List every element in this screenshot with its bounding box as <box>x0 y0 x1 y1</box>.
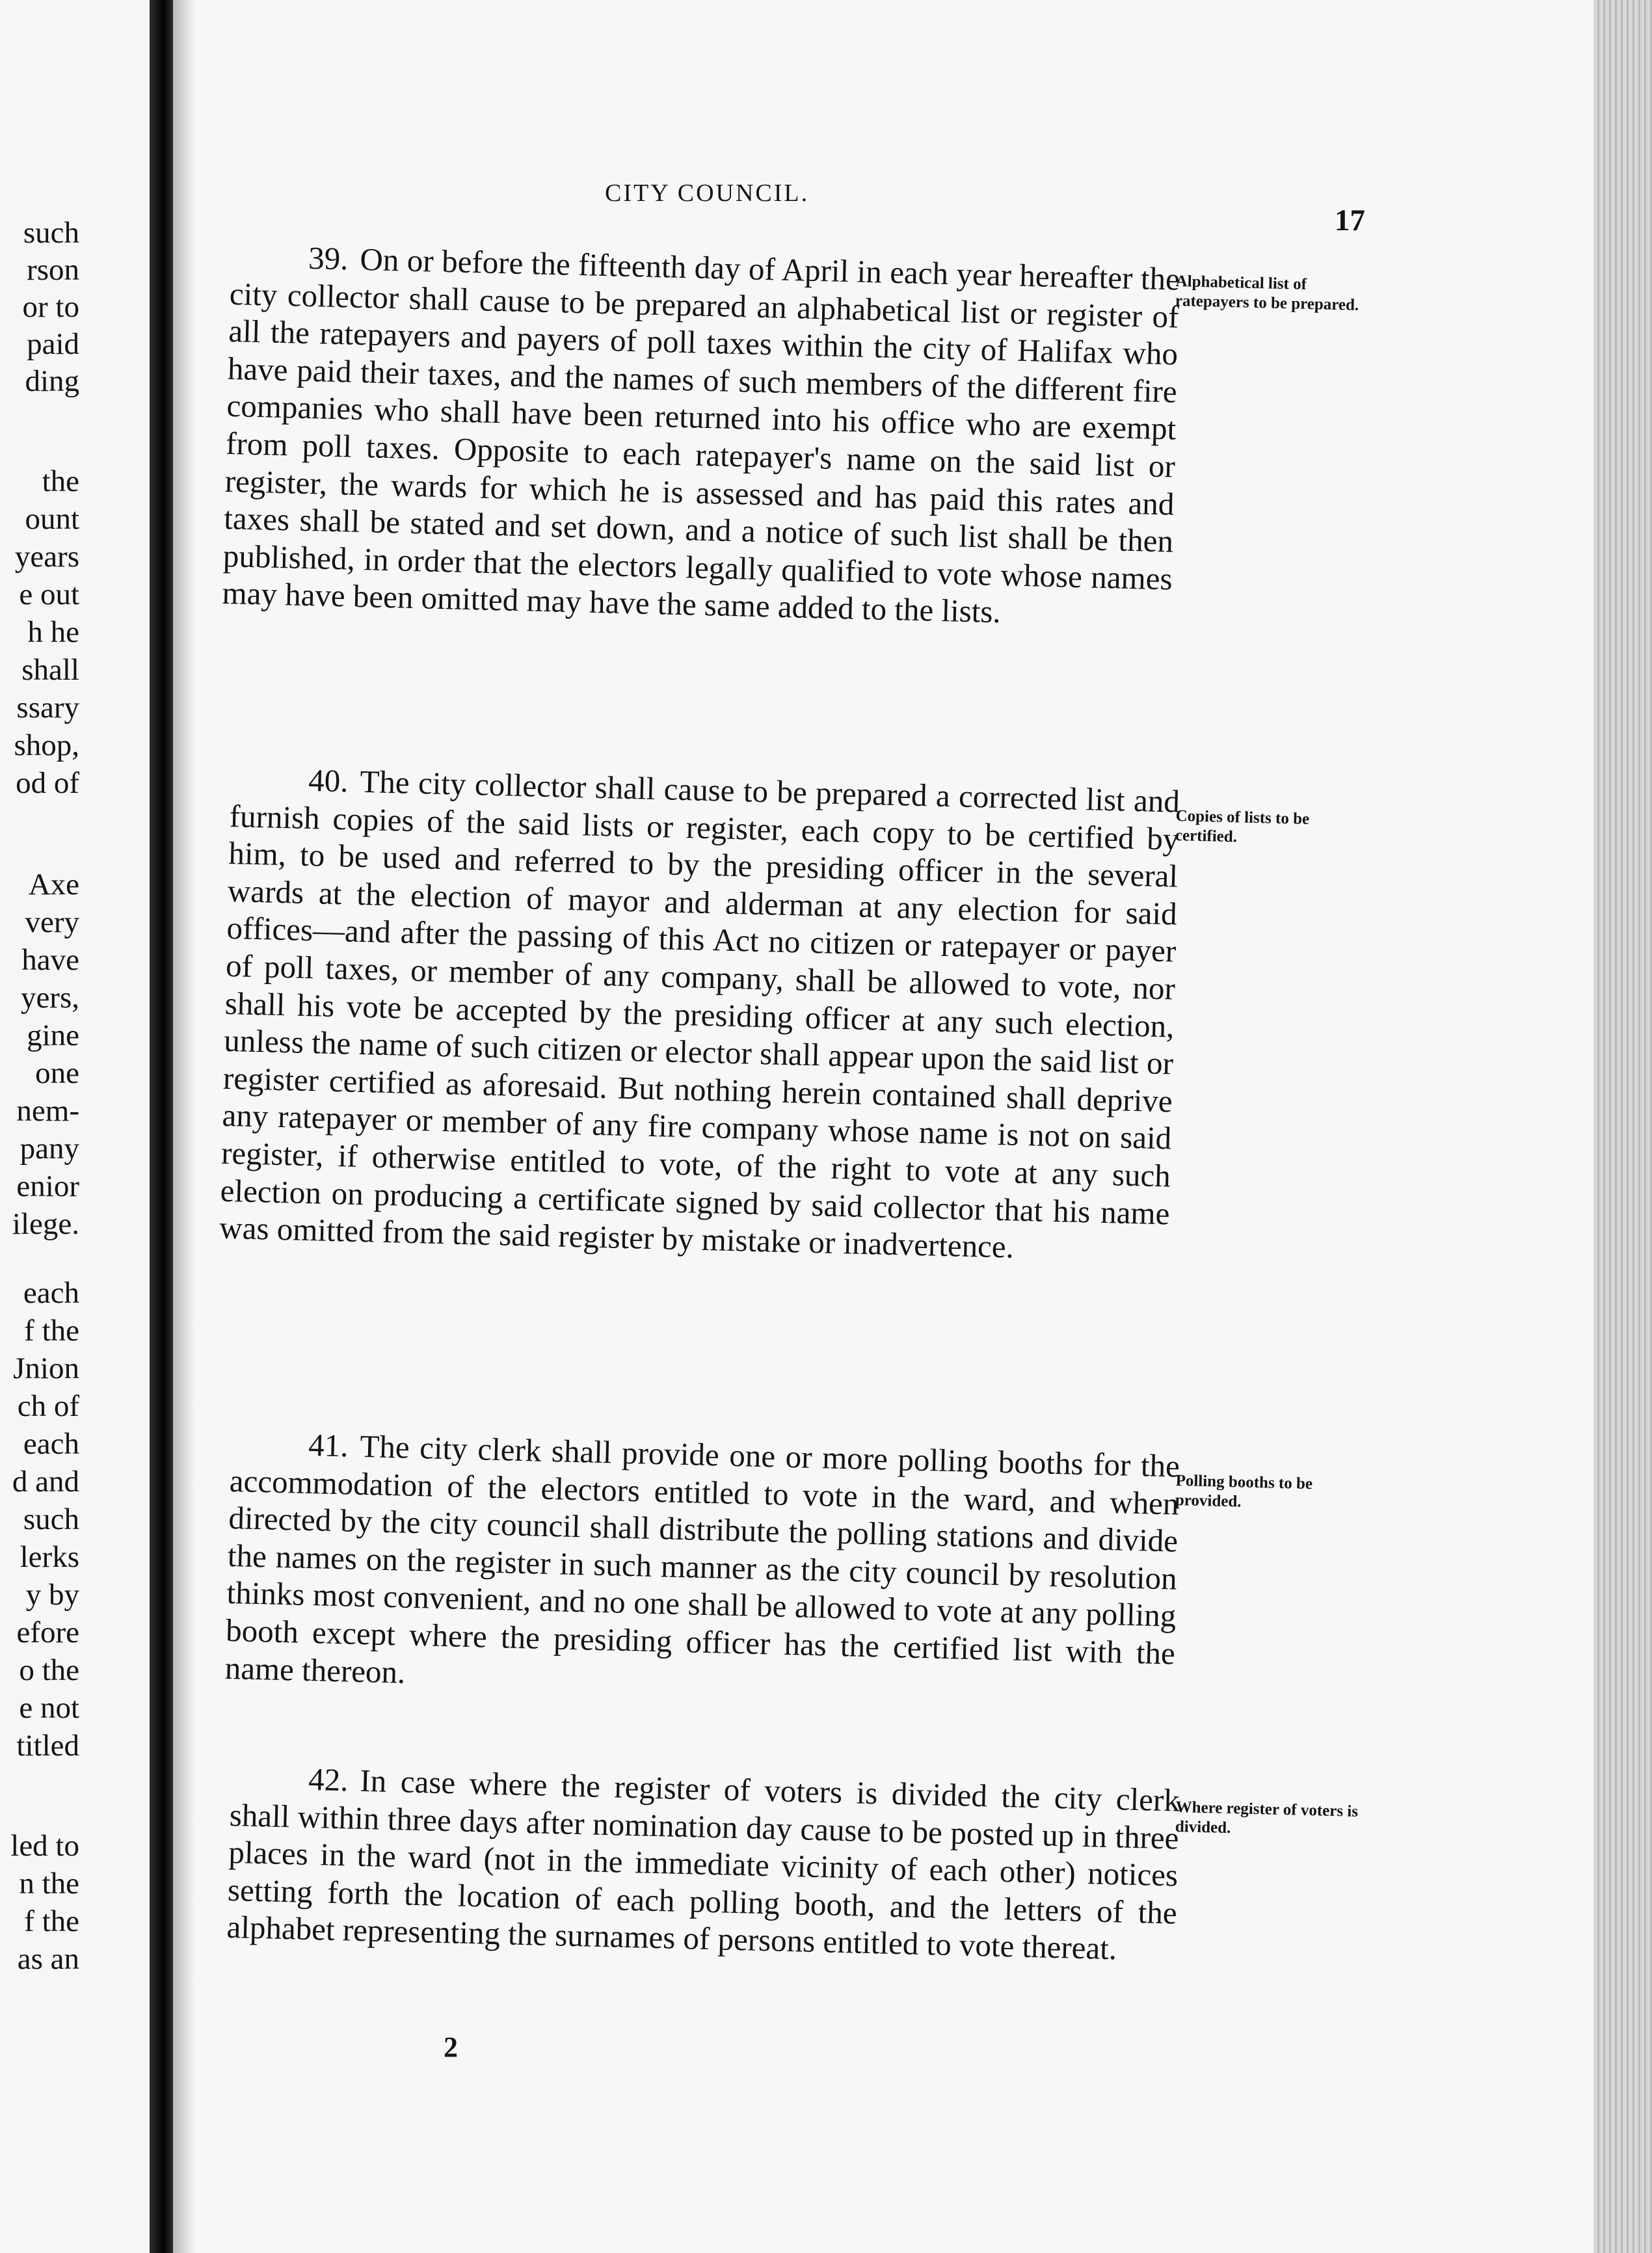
section-41 <box>224 1424 1180 1710</box>
facing-line: d and <box>12 1465 79 1499</box>
marginal-note-40: Copies of lists to be certified. <box>1175 807 1310 846</box>
facing-line: have <box>21 943 79 977</box>
section-40 <box>219 760 1180 1270</box>
facing-line: shall <box>21 653 79 687</box>
facing-line: each <box>23 1276 79 1310</box>
facing-page-fragment <box>0 0 150 2253</box>
facing-line: h he <box>27 615 79 649</box>
facing-line: shop, <box>14 728 79 762</box>
section-number: 40. <box>308 762 349 799</box>
facing-line: ssary <box>16 691 79 725</box>
facing-line: Axe <box>28 868 79 901</box>
facing-line: led to <box>10 1829 79 1863</box>
facing-line: as an <box>17 1942 79 1976</box>
section-39 <box>222 237 1180 635</box>
page-number: 17 <box>1335 204 1365 237</box>
facing-line: Jnion <box>13 1352 79 1385</box>
facing-line: y by <box>25 1578 79 1612</box>
facing-line: lerks <box>20 1540 79 1574</box>
facing-line: ch of <box>17 1389 79 1423</box>
facing-line: pany <box>20 1132 79 1166</box>
section-number: 39. <box>308 239 349 277</box>
page-shadow <box>173 0 195 2253</box>
running-head: CITY COUNCIL. <box>605 180 810 207</box>
facing-line: enior <box>16 1169 79 1203</box>
facing-line: one <box>35 1056 79 1090</box>
marginal-note-39: Alphabetical list of ratepayers to be prepared. <box>1175 272 1359 314</box>
marginal-note-42: Where register of voters is divided. <box>1175 1798 1359 1837</box>
facing-line: ilege. <box>12 1207 79 1241</box>
facing-line: rson <box>27 253 79 287</box>
marginal-note-41: Polling booths to be provided. <box>1175 1471 1313 1511</box>
facing-line: od of <box>16 766 79 800</box>
facing-line: such <box>23 216 79 250</box>
facing-line: years <box>14 540 79 574</box>
facing-line: o the <box>19 1653 79 1687</box>
section-number: 42. <box>308 1761 349 1798</box>
facing-line: n the <box>19 1867 79 1900</box>
facing-line: ding <box>25 364 79 398</box>
facing-line: e not <box>19 1691 79 1725</box>
section-text: The city collector shall cause to be prepared a corrected list and furnish copies of the said lists or register, each copy to be certified by him, to be used and referred to by the presiding officer in the several wards at the election of mayor and alderman at any election for said offices—and after the passing of this Act no citizen or ratepayer or payer of poll taxes, or member of any company, shall be allowed to vote, nor shall his vote be accepted by the presiding officer at any such election, unless the name of such citizen or elector shall appear upon the said list or register certified as aforesaid. But nothing herein contained shall deprive any ratepayer or member of any fire company whose name is not on said register, if otherwise entitled to vote, of the right to vote at any such election on producing a certificate signed by said collector that his name was omitted from the said register by mistake or inadvertence. <box>219 763 1180 1265</box>
facing-line: gine <box>27 1019 79 1052</box>
facing-line: paid <box>27 327 79 361</box>
book-gutter <box>150 0 173 2253</box>
facing-line: titled <box>16 1729 79 1763</box>
facing-line: very <box>25 905 79 939</box>
facing-line: each <box>23 1427 79 1461</box>
facing-line: or to <box>22 290 79 324</box>
section-42 <box>226 1759 1180 1969</box>
facing-line: yers, <box>20 981 79 1015</box>
signature-mark: 2 <box>444 2031 458 2063</box>
facing-line: efore <box>16 1616 79 1649</box>
facing-line: e out <box>19 578 79 611</box>
section-text: On or before the fifteenth day of April in each year hereafter the city collector shall cause to be prepared an alphabetical list or register of all the ratepayers and payers of poll taxes within the city of Halifax who have paid their taxes, and the names of such members of the different fire companies who shall have been returned into his office who are exempt from poll taxes. Opposite to each ratepayer's name on the said list or register, the wards for which he is assessed and has paid this rates and taxes shall be stated and set down, and a notice of such list shall be then published, in order that the electors legally qualified to vote whose names may have been omitted may have the same added to the lists. <box>221 241 1180 630</box>
facing-line: f the <box>24 1314 79 1348</box>
section-number: 41. <box>308 1426 349 1464</box>
section-text: The city clerk shall provide one or more polling booths for the accommodation of the electors entitled to vote in the ward, and when directed by the city council shall distribute the polling stations and divide the names on the register in such manner as the city council by resolution thinks most convenient, and no one shall be allowed to vote at any polling booth except where the presiding officer has the certified list with the name thereon. <box>224 1428 1180 1690</box>
facing-line: nem- <box>16 1094 79 1128</box>
page-edges <box>1593 0 1652 2253</box>
facing-line: ount <box>25 502 79 536</box>
facing-line: such <box>23 1502 79 1536</box>
section-text: In case where the register of voters is divided the city clerk shall within three days after nomination day cause to be posted up in three places in the ward (not in the immediate vicinity of each other) notices setting forth the location of each polling booth, and the letters of the alphabet representing the surnames of persons entitled to vote thereat. <box>226 1762 1180 1967</box>
facing-line: f the <box>24 1904 79 1938</box>
facing-line: the <box>42 464 79 498</box>
